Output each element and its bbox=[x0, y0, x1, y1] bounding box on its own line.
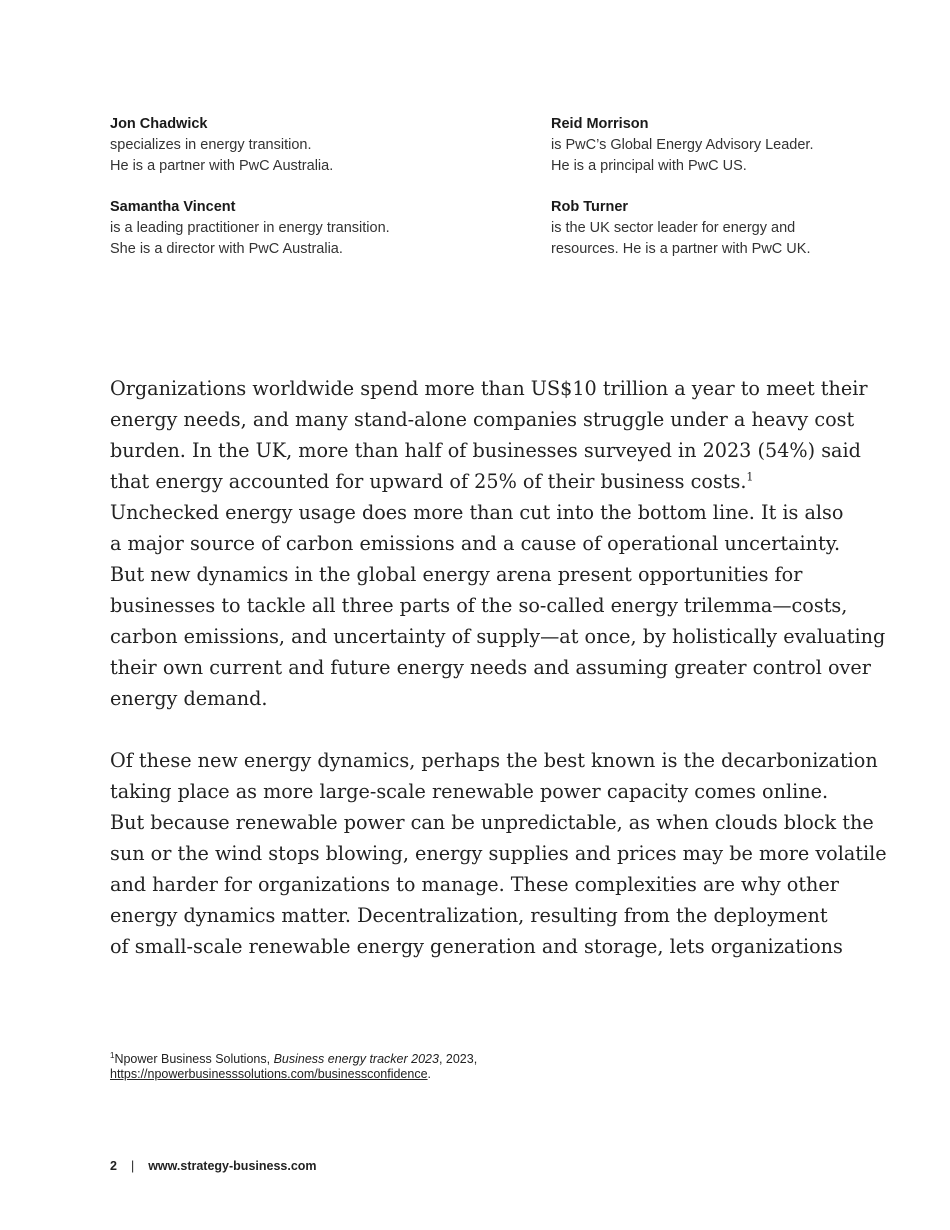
footnote-source: Npower Business Solutions, bbox=[114, 1052, 274, 1066]
text-line: But new dynamics in the global energy arena present opportunities for bbox=[110, 563, 803, 586]
author-description: is the UK sector leader for energy and bbox=[551, 220, 796, 236]
text-line: and harder for organizations to manage. These complexities are why other bbox=[110, 873, 839, 896]
author-name: Rob Turner bbox=[551, 199, 629, 215]
text-line: businesses to tackle all three parts of the so-called energy trilemma—costs, bbox=[110, 594, 848, 617]
text-line: their own current and future energy needs and assuming greater control over bbox=[110, 656, 871, 679]
author-description: resources. He is a partner with PwC UK. bbox=[551, 241, 811, 257]
author-bio-reid-morrison bbox=[551, 114, 881, 177]
paragraph-1 bbox=[110, 373, 886, 714]
text-line: of small-scale renewable energy generation and storage, lets organizations bbox=[110, 935, 843, 958]
footnote-marker: 1 bbox=[110, 1050, 115, 1060]
author-description: He is a principal with PwC US. bbox=[551, 158, 747, 174]
author-bio-jon-chadwick bbox=[110, 114, 440, 177]
author-name: Samantha Vincent bbox=[110, 199, 236, 215]
text-line: a major source of carbon emissions and a cause of operational uncertainty. bbox=[110, 532, 841, 555]
text-line: taking place as more large-scale renewable power capacity comes online. bbox=[110, 780, 829, 803]
author-description: is a leading practitioner in energy transition. bbox=[110, 220, 390, 236]
article-body bbox=[110, 373, 887, 962]
text-line: Organizations worldwide spend more than US$10 trillion a year to meet their bbox=[110, 377, 868, 400]
footnote-link-line bbox=[110, 1067, 710, 1082]
author-description: He is a partner with PwC Australia. bbox=[110, 158, 334, 174]
author-description: is PwC’s Global Energy Advisory Leader. bbox=[551, 137, 814, 153]
author-bio-samantha-vincent bbox=[110, 197, 440, 260]
author-name: Jon Chadwick bbox=[110, 116, 208, 132]
footer-separator: | bbox=[130, 1159, 135, 1173]
author-description: specializes in energy transition. bbox=[110, 137, 312, 153]
author-description: She is a director with PwC Australia. bbox=[110, 241, 343, 257]
footnote-reference: 1 bbox=[746, 470, 754, 484]
website-link[interactable]: www.strategy-business.com bbox=[148, 1159, 317, 1173]
footnote-title: Business energy tracker 2023 bbox=[273, 1052, 439, 1066]
text-line: energy needs, and many stand-alone companies struggle under a heavy cost bbox=[110, 408, 855, 431]
page-number: 2 bbox=[110, 1159, 117, 1173]
footnote bbox=[110, 1052, 710, 1082]
text-line: Unchecked energy usage does more than cut into the bottom line. It is also bbox=[110, 501, 844, 524]
text-line: energy dynamics matter. Decentralization, resulting from the deployment bbox=[110, 904, 828, 927]
text-line: carbon emissions, and uncertainty of supply—at once, by holistically evaluating bbox=[110, 625, 886, 648]
footnote-url-link[interactable]: https://npowerbusinesssolutions.com/businessconfidence bbox=[110, 1067, 428, 1081]
paragraph-2 bbox=[110, 745, 887, 962]
text-line: that energy accounted for upward of 25% of their business costs. bbox=[110, 470, 747, 493]
text-line: energy demand. bbox=[110, 687, 268, 710]
footnote-end: . bbox=[427, 1067, 432, 1081]
text-line: burden. In the UK, more than half of businesses surveyed in 2023 (54%) said bbox=[110, 439, 861, 462]
footnote-citation bbox=[110, 1052, 710, 1067]
author-bio-rob-turner bbox=[551, 197, 881, 260]
author-name: Reid Morrison bbox=[551, 116, 649, 132]
text-line: sun or the wind stops blowing, energy supplies and prices may be more volatile bbox=[110, 842, 887, 865]
page-footer bbox=[110, 1159, 317, 1173]
text-line: Of these new energy dynamics, perhaps the best known is the decarbonization bbox=[110, 749, 878, 772]
text-line-with-footnote bbox=[110, 466, 845, 497]
text-line: But because renewable power can be unpredictable, as when clouds block the bbox=[110, 811, 874, 834]
footnote-year: , 2023, bbox=[438, 1052, 478, 1066]
